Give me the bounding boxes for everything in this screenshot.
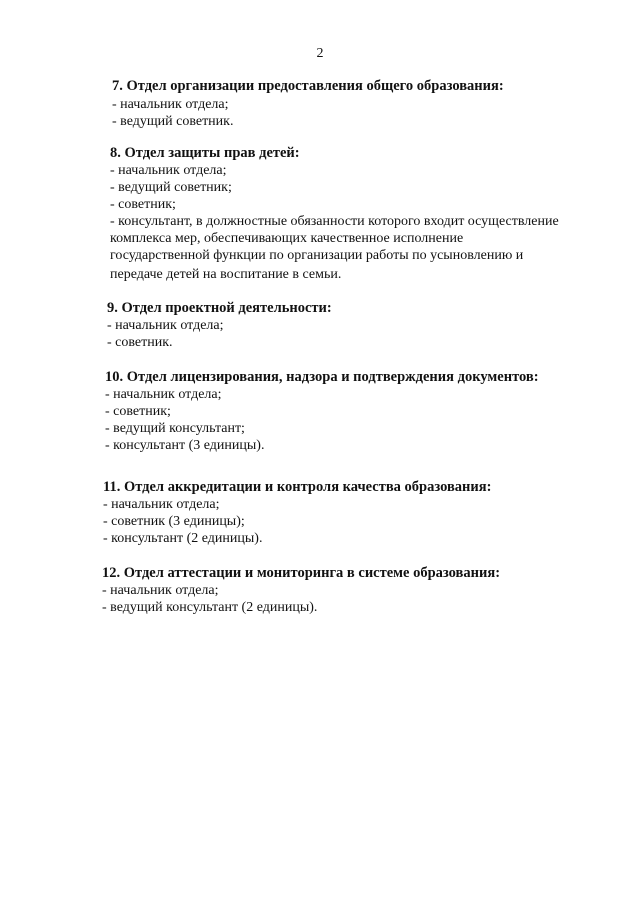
section-10-item: - консультант (3 единицы).: [105, 438, 265, 453]
section-8-heading: 8. Отдел защиты прав детей:: [110, 145, 300, 161]
section-8-item: - ведущий советник;: [110, 180, 232, 195]
section-7-item: - начальник отдела;: [112, 97, 229, 112]
page-number: 2: [316, 46, 324, 61]
section-8-consultant-line: передаче детей на воспитание в семьи.: [110, 267, 342, 282]
section-10-item: - начальник отдела;: [105, 387, 222, 402]
section-8-consultant-line: - консультант, в должностные обязанности которого входит осуществление: [110, 214, 559, 229]
section-12-item: - ведущий консультант (2 единицы).: [102, 600, 318, 615]
section-10-heading: 10. Отдел лицензирования, надзора и подтверждения документов:: [105, 369, 539, 385]
section-11-heading: 11. Отдел аккредитации и контроля качества образования:: [103, 479, 492, 495]
section-7-item: - ведущий советник.: [112, 114, 234, 129]
section-9-heading: 9. Отдел проектной деятельности:: [107, 300, 332, 316]
section-12-item: - начальник отдела;: [102, 583, 219, 598]
section-8-item: - советник;: [110, 197, 176, 212]
section-9-item: - советник.: [107, 335, 173, 350]
section-12-heading: 12. Отдел аттестации и мониторинга в системе образования:: [102, 565, 501, 581]
section-8-item: - начальник отдела;: [110, 163, 227, 178]
section-7-heading: 7. Отдел организации предоставления общего образования:: [112, 78, 504, 94]
section-8-consultant-line: государственной функции по организации работы по усыновлению и: [110, 248, 524, 263]
section-11-item: - советник (3 единицы);: [103, 514, 245, 529]
section-11-item: - консультант (2 единицы).: [103, 531, 263, 546]
section-8-consultant-line: комплекса мер, обеспечивающих качественное исполнение: [110, 231, 464, 246]
section-10-item: - ведущий консультант;: [105, 421, 245, 436]
section-10-item: - советник;: [105, 404, 171, 419]
section-9-item: - начальник отдела;: [107, 318, 224, 333]
section-11-item: - начальник отдела;: [103, 497, 220, 512]
